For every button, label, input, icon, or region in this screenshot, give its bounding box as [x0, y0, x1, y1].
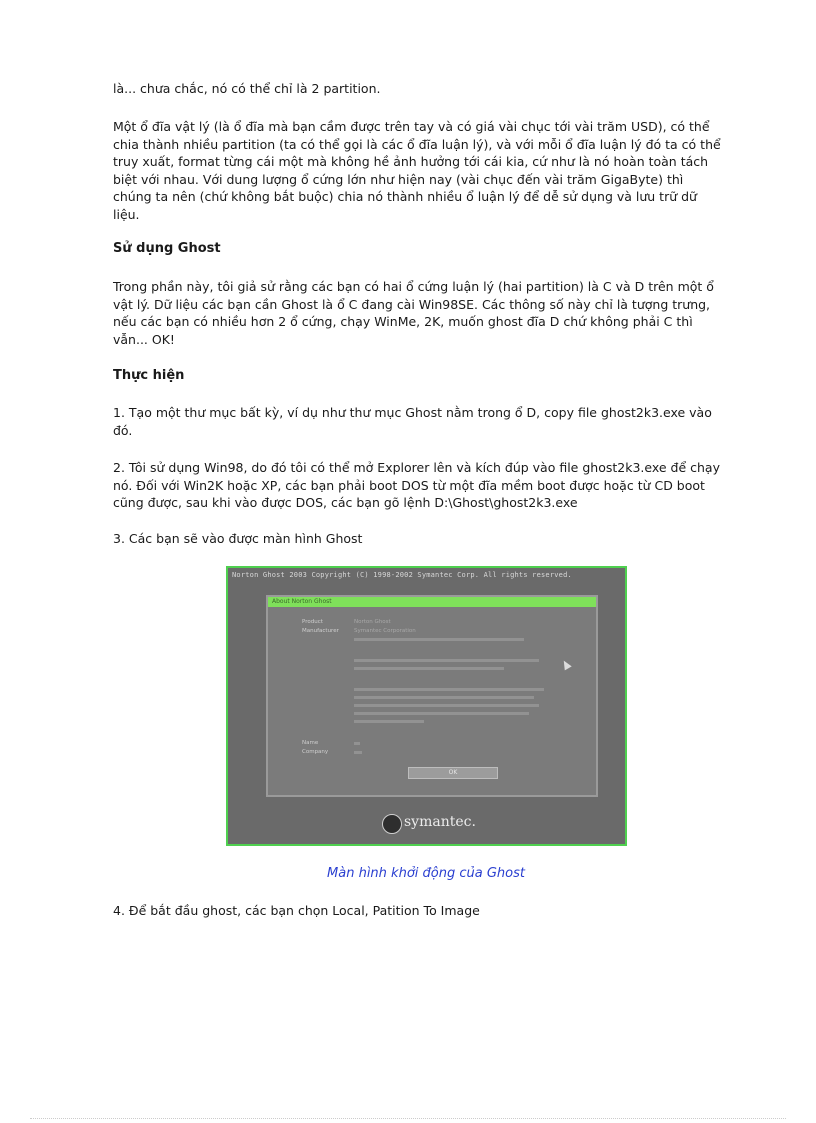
copyright-line: [354, 638, 524, 641]
manufacturer-value: Symantec Corporation: [354, 628, 416, 634]
paragraph-assumption: Trong phần này, tôi giả sử rằng các bạn có hai ổ cứng luận lý (hai partition) là C và D trên một ổ vật lý. Dữ liệu các bạn cần Ghost là ổ C đang cài Win98SE. Các thông số này chỉ là tượng trưng, nếu các bạn có nhiều hơn 2 ổ cứng, chạy WinMe, 2K, muốn ghost đĩa D chứ không phải C thì vẫn... OK!: [113, 279, 714, 347]
paragraph-intro: là... chưa chắc, nó có thể chỉ là 2 partition.: [113, 81, 381, 96]
company-value: [354, 751, 362, 754]
company-label: Company: [302, 749, 329, 755]
dialog-title: About Norton Ghost: [272, 598, 332, 605]
info-line-4: [354, 712, 529, 715]
ghost-screenshot: [226, 566, 627, 846]
symantec-logo-icon: [382, 814, 402, 834]
info-line-1: [354, 688, 544, 691]
symantec-logo-text: symantec.: [404, 814, 476, 830]
heading-thuc-hien: Thực hiện: [113, 368, 185, 383]
paragraph-partition: Một ổ đĩa vật lý (là ổ đĩa mà bạn cầm được trên tay và có giá vài chục tới vài trăm USD), có thể chia thành nhiều partition (ta có thể gọi là các ổ đĩa luận lý), và với mỗi ổ đĩa luận lý đó ta có thể truy xuất, format từng cái một mà không hề ảnh hưởng tới cái kia, cứ như là nó hoàn toàn tách biệt với nhau. Với dung lượng ổ cứng lớn như hiện nay (vài chục đến vài trăm GigaByte) thì chúng ta nên (chứ không bắt buộc) chia nó thành nhiều ổ luận lý để dễ sử dụng và lưu trữ dữ liệu.: [113, 119, 721, 222]
step-2: 2. Tôi sử dụng Win98, do đó tôi có thể mở Explorer lên và kích đúp vào file ghost2k3.exe để chạy nó. Đối với Win2K hoặc XP, các bạn phải boot DOS từ một đĩa mềm boot được hoặc từ CD boot cũng được, sau khi vào được DOS, các bạn gõ lệnh D:\Ghost\ghost2k3.exe: [113, 460, 720, 510]
ghost-window-title: Norton Ghost 2003 Copyright (C) 1998-2002 Symantec Corp. All rights reserved.: [232, 571, 572, 579]
step-4: 4. Để bắt đầu ghost, các bạn chọn Local, Patition To Image: [113, 903, 480, 918]
name-value: [354, 742, 360, 745]
figure-caption: Màn hình khởi động của Ghost: [327, 866, 525, 881]
info-line-5: [354, 720, 424, 723]
info-line-2: [354, 696, 534, 699]
dialog-title-bar: [268, 597, 596, 607]
license-line-1: [354, 659, 539, 662]
product-label: Product: [302, 619, 323, 625]
heading-su-dung-ghost: Sử dụng Ghost: [113, 241, 221, 256]
ok-button: OK: [408, 767, 498, 779]
step-3: 3. Các bạn sẽ vào được màn hình Ghost: [113, 531, 363, 546]
manufacturer-label: Manufacturer: [302, 628, 339, 634]
info-line-3: [354, 704, 539, 707]
symantec-logo: [382, 814, 502, 834]
step-1: 1. Tạo một thư mục bất kỳ, ví dụ như thư mục Ghost nằm trong ổ D, copy file ghost2k3.exe vào đó.: [113, 405, 712, 438]
about-dialog: [266, 595, 598, 797]
license-line-2: [354, 667, 504, 670]
footer-divider: [30, 1118, 786, 1119]
product-value: Norton Ghost: [354, 619, 391, 625]
name-label: Name: [302, 740, 319, 746]
